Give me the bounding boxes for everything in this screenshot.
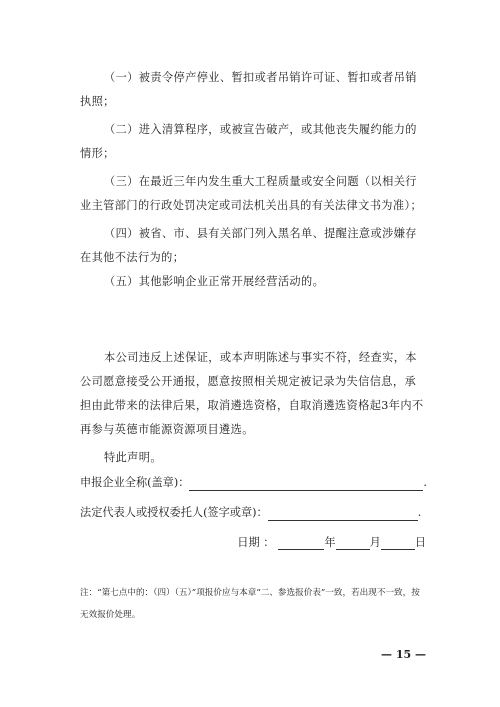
clause-2: （二）进入清算程序，或被宣告破产，或其他丧失履约能力的情形；: [80, 123, 417, 160]
footnote: 注：“第七点中的：（四）（五）”项报价应与本章“二、参选报价表”一致，若出现不一致，按无效报价处理。: [80, 588, 420, 620]
day-blank[interactable]: [381, 537, 415, 550]
month-blank[interactable]: [336, 537, 370, 550]
company-name-terminal: .: [423, 476, 427, 489]
clause-5: （五）其他影响企业正常开展经营活动的。: [104, 275, 325, 288]
company-name-label: 申报企业全称(盖章)：: [80, 476, 190, 489]
closing-statement: 特此声明。: [104, 451, 162, 464]
clause-4: （四）被省、市、县有关部门列入黑名单、提醒注意或涉嫌存在其他不法行为的；: [80, 227, 417, 264]
company-name-blank[interactable]: [189, 478, 423, 491]
representative-label: 法定代表人或授权委托人(签字或章)：: [80, 506, 268, 519]
date-field: [237, 534, 426, 550]
clause-3: （三）在最近三年内发生重大工程质量或安全问题（以相关行业主管部门的行政处罚决定或司法机关出具的有关法律文书为准）；: [80, 175, 423, 212]
company-name-field: [80, 475, 427, 491]
date-label: 日期 ：: [237, 536, 275, 549]
year-label: 年: [324, 536, 336, 549]
declaration-paragraph: 本公司违反上述保证，或本声明陈述与事实不符，经查实，本公司愿意接受公开通报，愿意按照相关规定被记录为失信信息，承担由此带来的法律后果，取消遴选资格，自取消遴选资格起3年内不再参与英德市能源资源项目遴选。: [80, 351, 424, 436]
representative-blank[interactable]: [268, 508, 418, 521]
day-label: 日: [414, 536, 426, 549]
page-number: — 15 —: [381, 648, 426, 661]
representative-terminal: .: [417, 506, 422, 519]
representative-field: [80, 505, 421, 521]
month-label: 月: [369, 536, 381, 549]
year-blank[interactable]: [278, 537, 324, 550]
clause-1: （一）被责令停产停业、暂扣或者吊销许可证、暂扣或者吊销执照；: [80, 71, 417, 108]
